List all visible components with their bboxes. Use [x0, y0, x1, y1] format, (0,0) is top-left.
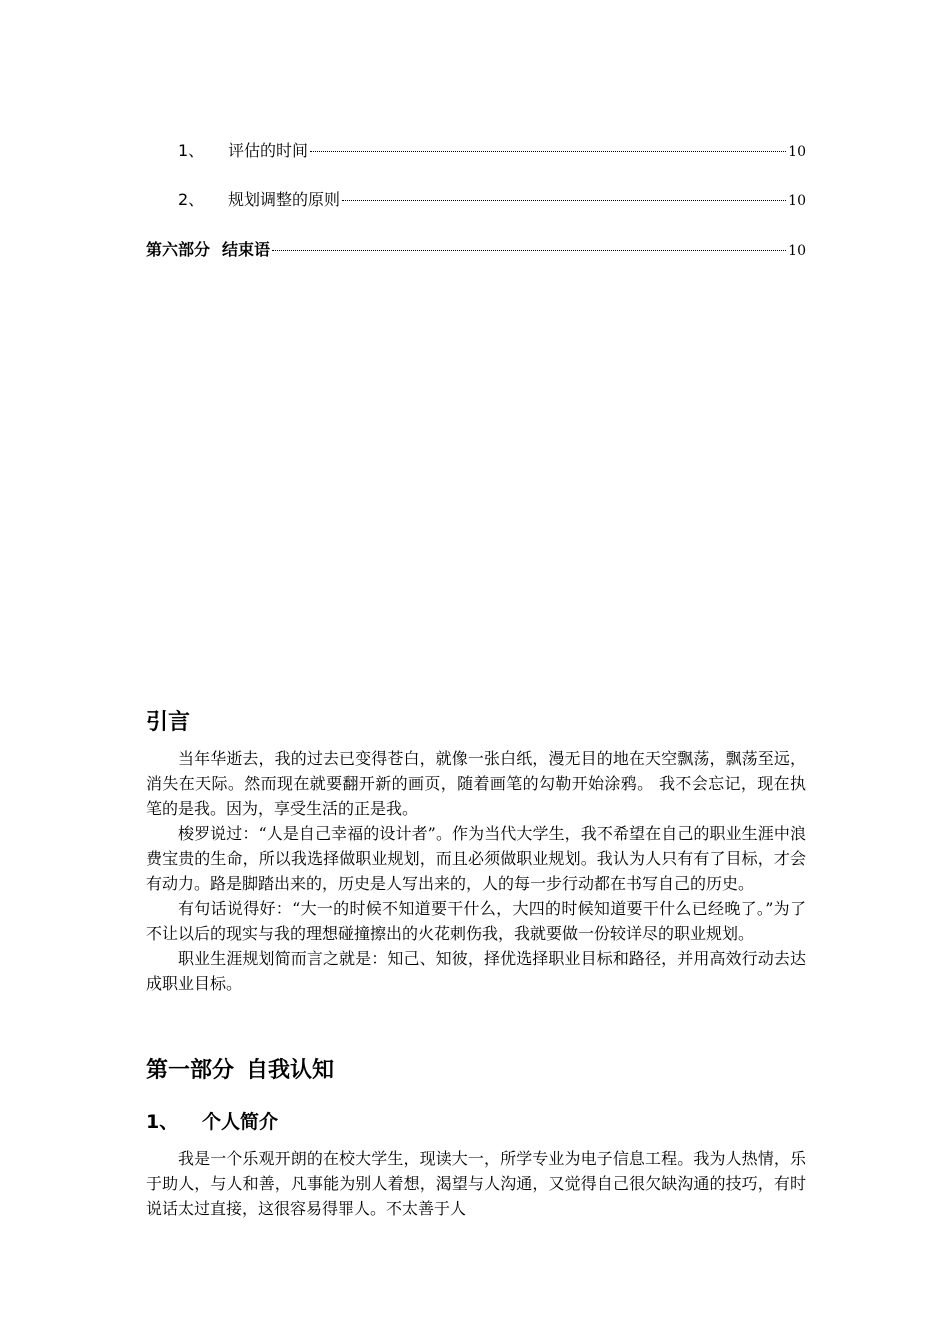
toc-entry-page: 10 — [788, 193, 806, 209]
intro-paragraph: 梭罗说过：“人是自己幸福的设计者”。作为当代大学生，我不希望在自己的职业生涯中浪费宝贵的生命，所以我选择做职业规划，而且必须做职业规划。我认为人只有有了目标，才会有动力。路是脚踏出来的，历史是人写出来的，人的每一步行动都在书写自己的历史。 — [146, 824, 806, 893]
toc-dot-leader — [272, 250, 786, 251]
part1-heading — [146, 1056, 334, 1086]
toc-entry-title: 规划调整的原则 — [228, 190, 341, 209]
section-heading — [146, 1109, 278, 1135]
toc-dot-leader — [342, 200, 786, 201]
intro-heading: 引言 — [146, 710, 191, 735]
toc-entry-page: 10 — [788, 243, 806, 259]
toc-entry-page: 10 — [788, 144, 806, 160]
toc-entry-title — [146, 239, 270, 261]
toc-part-label: 第六部分 — [146, 240, 211, 259]
section-paragraph: 我是一个乐观开朗的在校大学生，现读大一，所学专业为电子信息工程。我为人热情，乐于助人，与人和善，凡事能为别人着想，渴望与人沟通，又觉得自己很欠缺沟通的技巧，有时说话太过直接，这很容易得罪人。不太善于人 — [146, 1149, 806, 1218]
part1-label: 第一部分 — [146, 1058, 235, 1083]
toc-entry-number: 2、 — [178, 190, 205, 209]
section-body — [146, 1146, 806, 1221]
toc-part-title: 结束语 — [222, 240, 271, 259]
toc-entry-part6[interactable] — [146, 239, 806, 262]
toc-entry[interactable] — [178, 189, 806, 212]
section-number: 1、 — [146, 1111, 179, 1133]
toc-entry-number: 1、 — [178, 141, 205, 160]
intro-paragraph: 当年华逝去，我的过去已变得苍白，就像一张白纸，漫无目的地在天空飘荡，飘荡至远，消失在天际。然而现在就要翻开新的画页，随着画笔的勾勒开始涂鸦。 我不会忘记，现在执笔的是我。因为，享受生活的正是我。 — [146, 749, 806, 818]
intro-paragraph: 职业生涯规划简而言之就是：知己、知彼，择优选择职业目标和路径，并用高效行动去达成职业目标。 — [146, 949, 806, 993]
intro-paragraph: 有句话说得好：“大一的时候不知道要干什么，大四的时候知道要干什么已经晚了。”为了不让以后的现实与我的理想碰撞擦出的火花刺伤我，我就要做一份较详尽的职业规划。 — [146, 899, 806, 943]
part1-title: 自我认知 — [246, 1058, 335, 1083]
section-title: 个人简介 — [202, 1111, 279, 1133]
intro-body — [146, 746, 806, 996]
toc-entry-title: 评估的时间 — [228, 141, 309, 160]
toc-dot-leader — [310, 151, 786, 152]
toc-entry[interactable] — [178, 140, 806, 163]
